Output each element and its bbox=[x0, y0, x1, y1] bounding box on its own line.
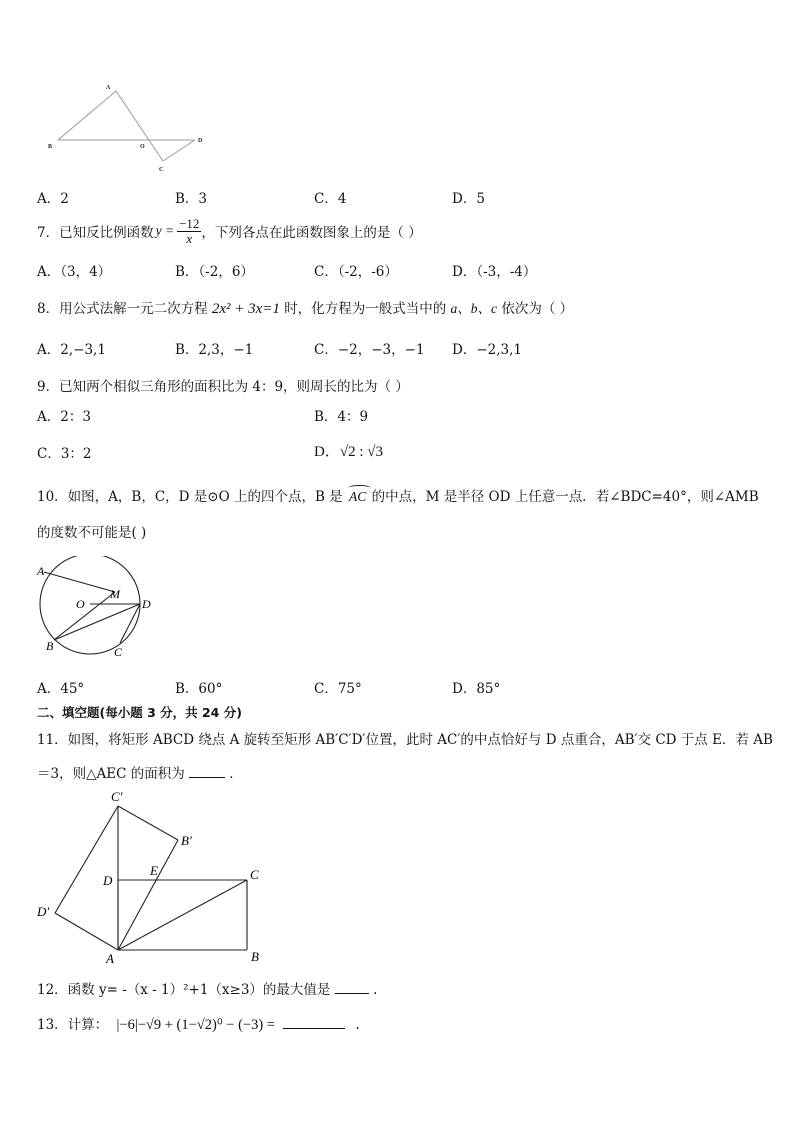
q12-stem bbox=[37, 978, 377, 998]
q8-prefix: 8．用公式法解一元二次方程 bbox=[37, 301, 208, 317]
q10-option-c[interactable]: C．75° bbox=[314, 681, 362, 697]
q8-option-d[interactable]: D．−2,3,1 bbox=[452, 342, 522, 358]
rect-label-b-prime: B′ bbox=[181, 833, 192, 848]
circle-label-m: M bbox=[110, 587, 120, 601]
q7-suffix: ，下列各点在此函数图象上的是（ ） bbox=[201, 225, 422, 241]
q11-line2 bbox=[37, 762, 243, 782]
q8-equation: 2x² + 3x=1 bbox=[211, 301, 280, 317]
q8-option-a[interactable]: A．2,−3,1 bbox=[37, 342, 106, 358]
q9-stem: 9．已知两个相似三角形的面积比为 4：9，则周长的比为（ ） bbox=[37, 379, 409, 395]
label-o: O bbox=[140, 144, 145, 150]
circle-figure bbox=[30, 556, 160, 662]
q10-option-b[interactable]: B．60° bbox=[175, 681, 223, 697]
rect-label-a: A bbox=[106, 951, 114, 965]
q6-option-b[interactable]: B．3 bbox=[175, 191, 208, 207]
q10-line1-a: 10．如图，A，B，C，D 是⊙O 上的四个点，B 是 bbox=[37, 489, 343, 505]
q7-fraction bbox=[177, 217, 201, 245]
q8-vars: a、b、c bbox=[450, 301, 498, 316]
q10-stem-line1 bbox=[37, 485, 759, 505]
q13-answer-blank[interactable] bbox=[283, 1028, 345, 1029]
q8-middle: 时，化方程为一般式当中的 bbox=[284, 301, 447, 317]
q7-option-c[interactable]: C．（-2，-6） bbox=[314, 264, 398, 280]
q10-stem-line2: 的度数不可能是( ) bbox=[37, 525, 147, 541]
triangle-figure-top bbox=[40, 78, 220, 178]
q6-option-a[interactable]: A．2 bbox=[37, 191, 69, 207]
rectangle-rotation-figure bbox=[30, 785, 280, 965]
q7-option-d[interactable]: D．（-3，-4） bbox=[452, 264, 537, 280]
q11-line2-end: ． bbox=[229, 766, 243, 782]
q11-line2-text: ＝3，则△AEC 的面积为 bbox=[37, 766, 185, 782]
q8-suffix: 依次为（ ） bbox=[501, 301, 574, 317]
label-a: A bbox=[106, 85, 111, 91]
q7-option-b[interactable]: B．（-2，6） bbox=[175, 264, 254, 280]
rect-label-d: D bbox=[103, 873, 113, 888]
q10-arc-label: AC bbox=[348, 489, 367, 504]
q7-func-den: x bbox=[186, 230, 193, 246]
q9-option-c[interactable]: C．3：2 bbox=[37, 446, 92, 462]
q13-end: . bbox=[355, 1017, 360, 1033]
q10-option-a[interactable]: A．45° bbox=[37, 681, 85, 697]
q9-option-d[interactable]: D．√2 : √3 bbox=[314, 444, 383, 460]
q10-arc bbox=[347, 489, 372, 504]
label-c: C bbox=[159, 167, 164, 173]
q6-option-d[interactable]: D．5 bbox=[452, 191, 485, 207]
q10-option-d[interactable]: D．85° bbox=[452, 681, 501, 697]
q7-func-num: −12 bbox=[179, 215, 200, 231]
q12-end: . bbox=[373, 982, 378, 998]
q8-option-c[interactable]: C．−2，−3，−1 bbox=[314, 342, 425, 358]
q6-option-c[interactable]: C．4 bbox=[314, 191, 347, 207]
circle-label-c: C bbox=[114, 645, 123, 659]
q13-stem bbox=[37, 1013, 360, 1034]
q7-stem bbox=[37, 214, 422, 248]
circle-label-b: B bbox=[46, 639, 54, 653]
q11-answer-blank[interactable] bbox=[189, 777, 225, 778]
q8-option-b[interactable]: B．2,3，−1 bbox=[175, 342, 254, 358]
circle-label-a: A bbox=[37, 564, 45, 578]
q13-prefix: 13．计算： bbox=[37, 1017, 109, 1033]
arc-icon bbox=[348, 485, 371, 491]
q7-option-a[interactable]: A．（3，4） bbox=[37, 264, 112, 280]
rect-label-e: E bbox=[150, 863, 158, 878]
q7-func-lhs: y = bbox=[155, 223, 175, 238]
rect-label-b: B bbox=[251, 949, 259, 964]
section-title: 二、填空题(每小题 3 分，共 24 分) bbox=[37, 705, 242, 720]
q7-prefix: 7．已知反比例函数 bbox=[37, 225, 154, 241]
q12-answer-blank[interactable] bbox=[335, 993, 369, 994]
q11-line1: 11．如图，将矩形 ABCD 绕点 A 旋转至矩形 AB′C′D′位置，此时 AC′的中点恰好与 D 点重合，AB′交 CD 于点 E．若 AB bbox=[37, 732, 773, 748]
q9-option-b[interactable]: B．4：9 bbox=[314, 409, 369, 425]
label-d: D bbox=[198, 138, 203, 144]
q9-option-a[interactable]: A．2：3 bbox=[37, 409, 91, 425]
rect-label-c-prime: C′ bbox=[111, 789, 123, 804]
rect-label-c: C bbox=[250, 867, 259, 882]
q12-text: 12．函数 y= -（x - 1）²+1（x≥3）的最大值是 bbox=[37, 982, 331, 998]
circle-label-o: O bbox=[76, 597, 85, 611]
rect-label-d-prime: D′ bbox=[37, 904, 50, 919]
circle-label-d: D bbox=[142, 597, 151, 611]
q13-expression: |−6|−√9 + (1−√2)⁰ − (−3) = bbox=[116, 1017, 275, 1033]
q8-stem bbox=[37, 297, 573, 318]
q10-line1-b: 的中点，M 是半径 OD 上任意一点．若∠BDC=40°，则∠AMB bbox=[371, 489, 759, 505]
label-b: B bbox=[48, 144, 53, 150]
